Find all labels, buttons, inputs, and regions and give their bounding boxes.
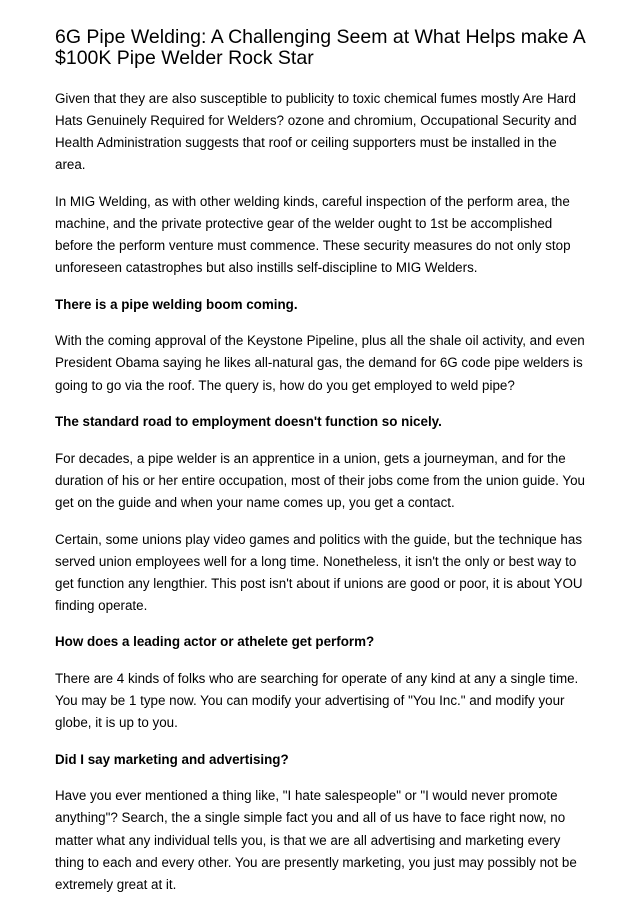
heading-standard-road: The standard road to employment doesn't function so nicely. <box>55 414 442 430</box>
paragraph-unions-politics: Certain, some unions play video games and politics with the guide, but the technique has served union employees well for a long time. Nonetheless, it isn't the only or best way to get function any lengthier. This post isn't about if unions are good or poor, it is about YOU finding operate. <box>55 531 583 613</box>
heading-marketing: Did I say marketing and advertising? <box>55 751 289 767</box>
paragraph-mig-welding: In MIG Welding, as with other welding kinds, careful inspection of the perform area, the machine, and the private protective gear of the welder ought to 1st be accomplished before the perform venture must commence. These security measures do not only stop unforeseen catastrophes but also instills self-discipline to MIG Welders. <box>55 193 571 276</box>
paragraph-union-guide: For decades, a pipe welder is an apprentice in a union, gets a journeyman, and for the duration of his or her entire occupation, most of their jobs come from the union guide. You get on the guide and when your name comes up, you get a contact. <box>55 450 585 510</box>
heading-pipe-welding-boom: There is a pipe welding boom coming. <box>55 296 298 312</box>
heading-leading-actor: How does a leading actor or athelete get perform? <box>55 634 375 650</box>
document-title: 6G Pipe Welding: A Challenging Seem at What Helps make A $100K Pipe Welder Rock Star <box>55 26 585 69</box>
paragraph-fumes: Given that they are also susceptible to publicity to toxic chemical fumes mostly Are Hard Hats Genuinely Required for Welders? ozone and chromium, Occupational Security and Health Administration suggests that roof or ceiling supporters must be installed in the area. <box>55 91 577 173</box>
document-page <box>55 27 590 910</box>
paragraph-keystone: With the coming approval of the Keystone Pipeline, plus all the shale oil activity, and even President Obama saying he likes all-natural gas, the demand for 6G code pipe welders is going to go via the roof. The query is, how do you get employed to weld pipe? <box>55 333 585 393</box>
paragraph-four-kinds: There are 4 kinds of folks who are searching for operate of any kind at any a single time. You may be 1 type now. You can modify your advertising of "You Inc." and modify your globe, it is up to you. <box>55 670 579 731</box>
paragraph-salespeople: Have you ever mentioned a thing like, "I hate salespeople" or "I would never promote anything"? Search, the a single simple fact you and all of us have to face right now, no matter what any individual tells you, is that we are all advertising and marketing every thing to each and every other. You are presently marketing, you just may possibly not be extremely great at it. <box>55 788 577 892</box>
